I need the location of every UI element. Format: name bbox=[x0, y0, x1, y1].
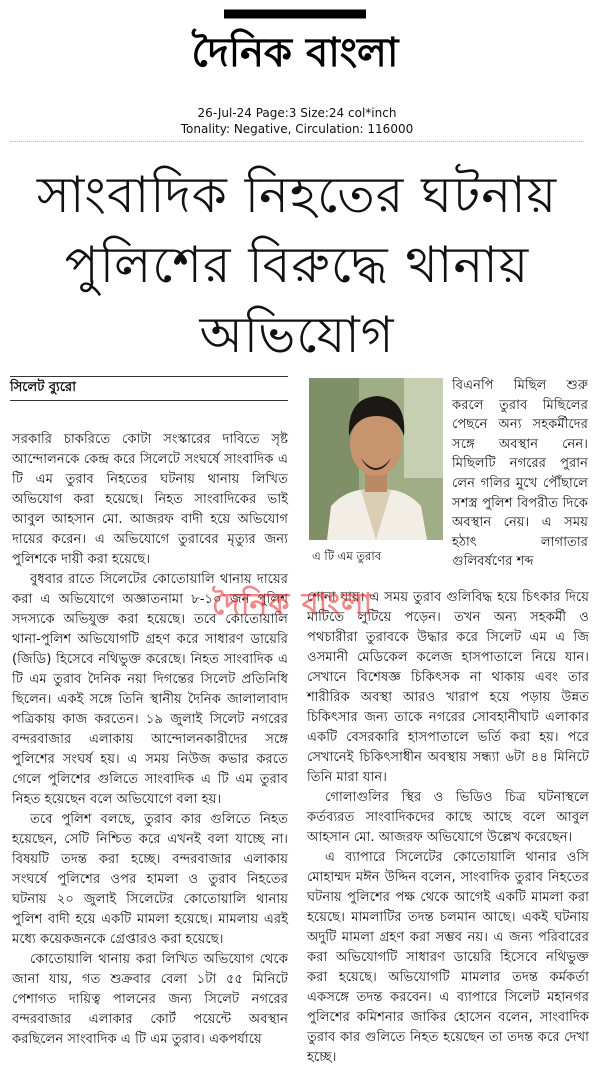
headline-line-1: সাংবাদিক নিহতের ঘটনায় bbox=[36, 166, 558, 224]
paragraph: শোনা যায়। এ সময় তুরাব গুলিবিদ্ধ হয়ে চিৎকার দিয়ে মাটিতে লুটিয়ে পড়েন। তখন অন্য সহকর্মী ও পথচারীরা তুরাবকে উদ্ধার করে সিলেট এম এ জি ওসমানী মেডিকেল কলেজ হাসপাতালে নিয়ে যান। সেখানে বিশেষজ্ঞ চিকিৎসক না থাকায় এবং তার শারীরিক অবস্থা আরও খারাপ হয়ে পড়ায় উন্নত চিকিৎসার জন্য তাকে নগরের সোবহানীঘাট এলাকার একটি বেসরকারি হাসপাতালে ভর্তি করা হয়। পরে সেখানেই চিকিৎসাধীন অবস্থায় সন্ধ্যা ৬টা ৪৪ মিনিটে তিনি মারা যান। bbox=[307, 590, 589, 785]
byline-rule-bottom bbox=[10, 400, 288, 401]
article-column-left bbox=[12, 430, 288, 1050]
paragraph: বিএনপি মিছিল শুরু করলে তুরাব মিছিলের পেছনে অন্য সহকর্মীদের সঙ্গে অবস্থান নেন। মিছিলটি নগরের পুরান লেন গলির মুখে পৌঁছালে সশস্ত্র পুলিশ বিপরীত দিকে অবস্থান নেয়। এ সময় হঠাৎ লাগাতার গুলিবর্ষণের শব্দ bbox=[452, 378, 588, 570]
headline-line-2: পুলিশের বিরুদ্ধে থানায় bbox=[64, 236, 530, 294]
top-divider bbox=[10, 141, 584, 142]
paragraph: তবে পুলিশ বলছে, তুরাব কার গুলিতে নিহত হয়েছেন, সেটি নিশ্চিত করে এখনই বলা যাচ্ছে না। বিষয়টি তদন্ত করা হচ্ছে। বন্দরবাজার এলাকায় সংঘর্ষে পুলিশের ওপর হামলা ও তুরাব নিহতের ঘটনায় ২০ জুলাই সিলেটের কোতোয়ালি থানায় পুলিশ বাদী হয়ে একটি মামলা হয়েছে। মামলায় এরই মধ্যে কয়েকজনকে গ্রেপ্তারও করা হয়েছে। bbox=[12, 812, 288, 947]
paragraph: কোতোয়ালি থানায় করা লিখিত অভিযোগ থেকে জানা যায়, গত শুক্রবার বেলা ১টা ৫৫ মিনিটে পেশাগত দায়িত্ব পালনের জন্য সিলেট নগরের বন্দরবাজার এলাকার কোর্ট পয়েন্টে অবস্থান করছিলেন সাংবাদিক এ টি এম তুরাব। একপর্যায়ে bbox=[12, 952, 288, 1047]
watermark: দৈনিক বাংলা bbox=[212, 587, 374, 622]
photo-caption: এ টি এম তুরাব bbox=[312, 549, 382, 563]
article-column-right-top bbox=[452, 376, 588, 572]
reporter-photo bbox=[309, 378, 443, 540]
masthead bbox=[0, 0, 594, 136]
paragraph: বুধবার রাতে সিলেটের কোতোয়ালি থানায় দায়ের করা এ অভিযোগে অজ্ঞাতনামা ৮-১০ জন পুলিশ সদস্যকে অভিযুক্ত করা হয়েছে। তবে কোতোয়ালি থানা-পুলিশ অভিযোগটি গ্রহণ করে সাধারণ ডায়েরি (জিডি) হিসেবে নথিভুক্ত করেছে। নিহত সাংবাদিক এ টি এম তুরাব দৈনিক নয়া দিগন্তের সিলেট প্রতিনিধি ছিলেন। একই সঙ্গে তিনি স্থানীয় দৈনিক জালালাবাদ পত্রিকায় কাজ করতেন। ১৯ জুলাই সিলেট নগরের বন্দরবাজার এলাকায় আন্দোলনকারীদের সঙ্গে পুলিশের সংঘর্ষ হয়। এ সময় নিউজ কভার করতে গেলে পুলিশের গুলিতে সাংবাদিক এ টি এম তুরাব নিহত হয়েছেন বলে অভিযোগে বলা হয়। bbox=[12, 572, 288, 807]
paragraph: গোলাগুলির স্থির ও ভিডিও চিত্র ঘটনাস্থলে কর্তব্যরত সাংবাদিকদের কাছে আছে বলে আবুল আহসান মো. আজরফ অভিযোগে উল্লেখ করেছেন। bbox=[307, 790, 589, 845]
byline-rule-top bbox=[10, 376, 288, 377]
byline: সিলেট ব্যুরো bbox=[10, 380, 76, 395]
paragraph: সরকারি চাকরিতে কোটা সংস্কারের দাবিতে সৃষ্ট আন্দোলনকে কেন্দ্র করে সিলেটে সংঘর্ষে সাংবাদিক এ টি এম তুরাব নিহতের ঘটনায় থানায় লিখিত অভিযোগ করা হয়েছে। নিহত সাংবাদিকের ভাই আবুল আহসান মো. আজরফ বাদী হয়ে অভিযোগ দায়ের করেন। এ অভিযোগে তুরাবের মৃত্যুর জন্য পুলিশকে দায়ী করা হয়েছে। bbox=[12, 432, 288, 567]
svg-text:দৈনিক বাংলা: দৈনিক বাংলা bbox=[191, 30, 399, 76]
headline bbox=[10, 160, 584, 370]
headline-line-3: অভিযোগ bbox=[199, 306, 395, 364]
clipping-meta-date: 26-Jul-24 Page:3 Size:24 col*inch bbox=[197, 106, 397, 120]
newspaper-logo bbox=[191, 4, 399, 82]
article-column-right bbox=[307, 588, 589, 1068]
paragraph: এ ব্যাপারে সিলেটের কোতোয়ালি থানার ওসি মোহাম্মদ মঈন উদ্দিন বলেন, সাংবাদিক তুরাব নিহতের ঘটনায় পুলিশের পক্ষ থেকে আগেই একটি মামলা করা হয়েছে। মামলাটির তদন্ত চলমান আছে। একই ঘটনায় অদুটি মামলা গ্রহণ করা সম্ভব নয়। এ জন্য পরিবারের করা অভিযোগটি সাধারণ ডায়েরি হিসেবে নথিভুক্ত করা হয়েছে। অভিযোগটি মামলার তদন্ত কর্মকর্তা একসঙ্গে তদন্ত করবেন। এ ব্যাপারে সিলেট মহানগর পুলিশের কমিশনার জাকির হোসেন বলেন, সাংবাদিক তুরাব কার গুলিতে নিহত হয়েছেন তা তদন্ত করে দেখা হচ্ছে। bbox=[307, 850, 589, 1065]
clipping-meta-tonality: Tonality: Negative, Circulation: 116000 bbox=[180, 122, 414, 136]
